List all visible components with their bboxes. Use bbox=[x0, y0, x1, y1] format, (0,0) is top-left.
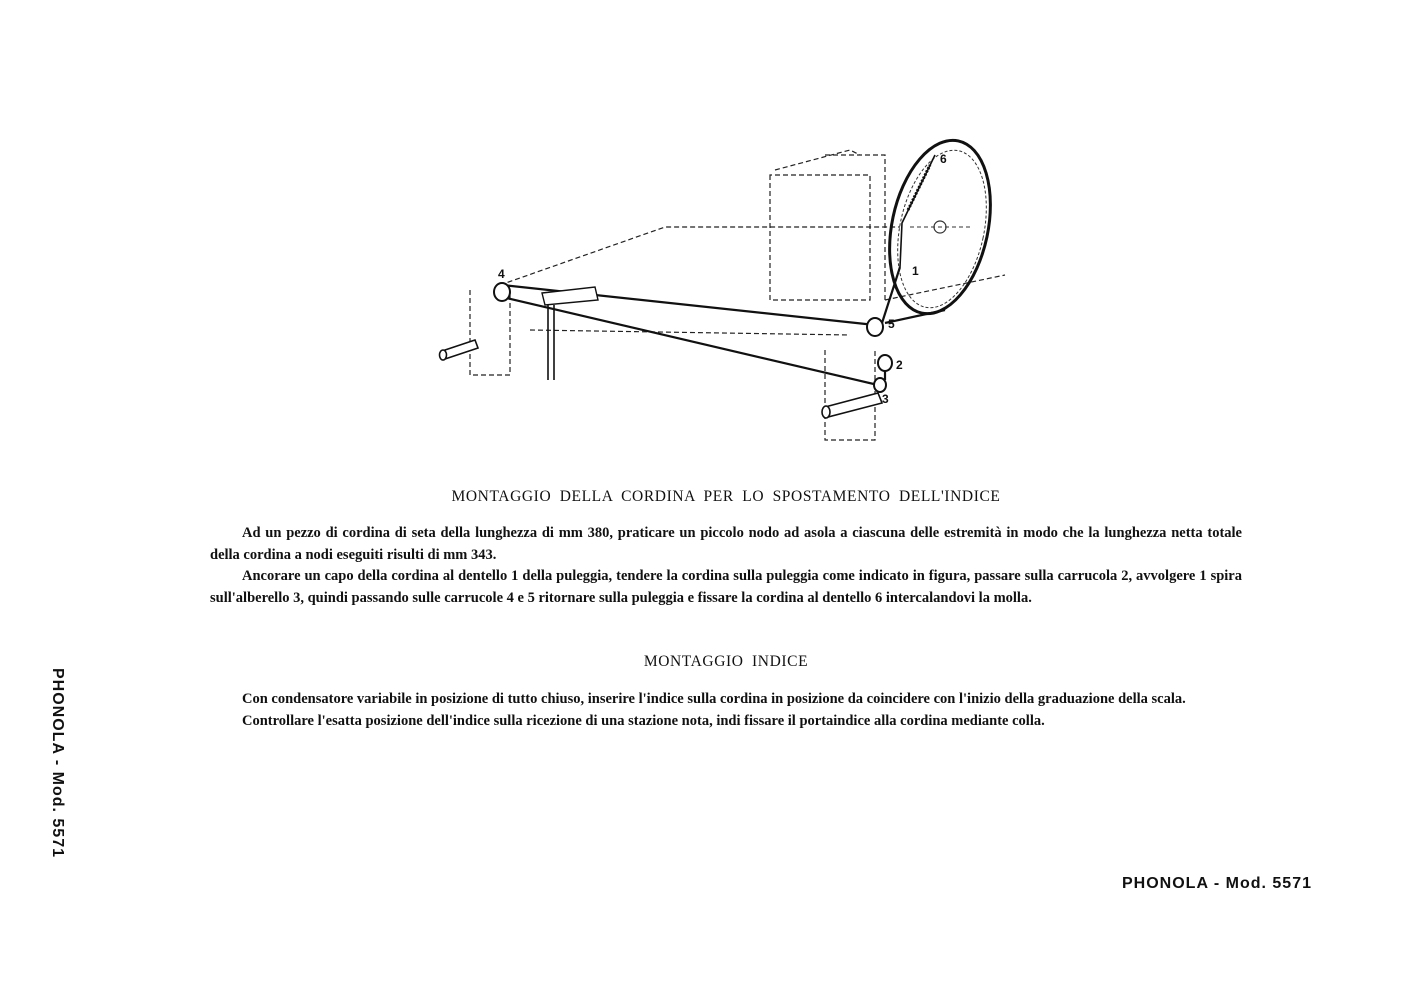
paragraph: Ad un pezzo di cordina di seta della lunghezza di mm 380, praticare un piccolo nodo ad asola a ciascuna delle estremità in modo che la lunghezza netta totale della cordina a nodi eseguiti risulti di mm 343. bbox=[210, 525, 1242, 563]
section-body-cord-assembly bbox=[210, 523, 1242, 609]
shafts bbox=[440, 340, 883, 418]
label-6: 6 bbox=[940, 152, 947, 166]
paragraph: Controllare l'esatta posizione dell'indice sulla ricezione di una stazione nota, indi fissare il portaindice alla cordina mediante colla. bbox=[242, 712, 1045, 729]
index-carriage bbox=[542, 287, 598, 380]
side-brand: PHONOLA - Mod. 5571 bbox=[49, 668, 66, 858]
label-4: 4 bbox=[498, 267, 505, 281]
label-2: 2 bbox=[896, 358, 903, 372]
label-3: 3 bbox=[882, 392, 889, 406]
label-5: 5 bbox=[888, 317, 895, 331]
paragraph: Con condensatore variabile in posizione di tutto chiuso, inserire l'indice sulla cordina in posizione da coincidere con l'inizio della graduazione della scala. bbox=[242, 691, 1186, 707]
section-body-index-assembly bbox=[210, 689, 1242, 732]
paragraph: Ancorare un capo della cordina al dentello 1 della puleggia, tendere la cordina sulla puleggia come indicato in figura, passare sulla carrucola 2, avvolgere 1 spira sull'alberello 3, quindi passando sulle carrucole 4 e 5 ritornare sulla puleggia e fissare la cordina al dentello 6 intercalandovi la molla. bbox=[210, 568, 1242, 606]
label-1: 1 bbox=[912, 264, 919, 278]
section-title-cord-assembly: MONTAGGIO DELLA CORDINA PER LO SPOSTAMENTO DELL'INDICE bbox=[451, 488, 1001, 505]
footer-brand: PHONOLA - Mod. 5571 bbox=[1122, 875, 1312, 892]
cord-assembly-diagram bbox=[430, 135, 1030, 455]
section-title-index-assembly: MONTAGGIO INDICE bbox=[643, 653, 809, 670]
